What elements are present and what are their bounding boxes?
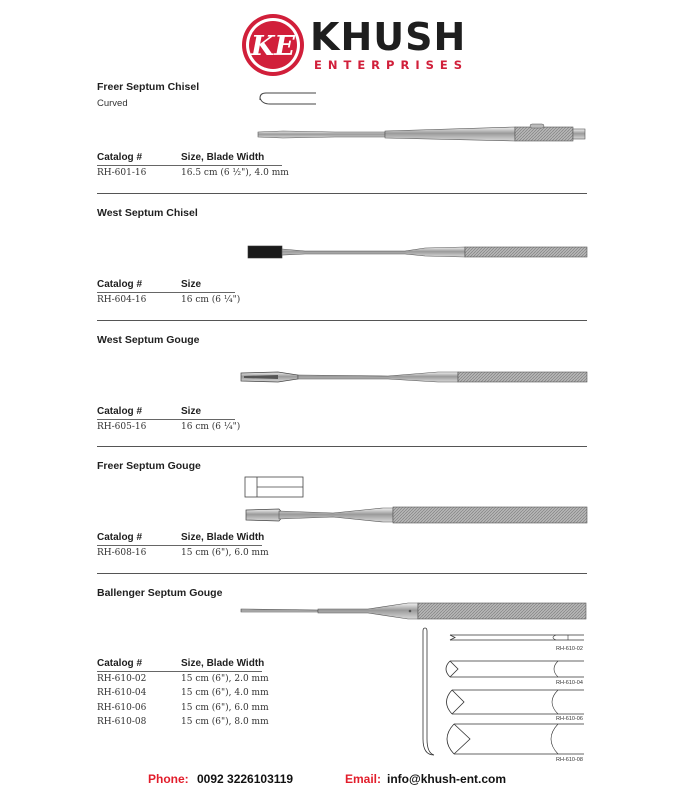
brand-name: KHUSH xyxy=(310,15,467,59)
svg-text:KE: KE xyxy=(250,31,296,62)
table-row-size: 15 cm (6"), 4.0 mm xyxy=(181,688,269,698)
section-divider xyxy=(97,193,587,194)
phone-label: Phone: xyxy=(148,772,189,786)
blade-detail-4mm-image xyxy=(440,658,586,680)
table-row-size: 15 cm (6"), 8.0 mm xyxy=(181,717,269,727)
col-size-header: Size, Blade Width xyxy=(181,152,265,163)
product-subtitle: Curved xyxy=(97,98,128,109)
contact-footer xyxy=(0,772,689,792)
col-catalog-header: Catalog # xyxy=(97,152,143,163)
table-row-size: 15 cm (6"), 2.0 mm xyxy=(181,674,269,684)
blade-detail-8mm-image xyxy=(440,722,586,756)
phone-number[interactable]: 0092 3226103119 xyxy=(197,772,294,786)
table-row-size: 15 cm (6"), 6.0 mm xyxy=(181,548,269,558)
email-label: Email: xyxy=(345,772,382,786)
chisel-profile-image xyxy=(258,90,320,116)
section-divider xyxy=(97,320,587,321)
blade-detail-6mm-image xyxy=(440,688,586,716)
table-row-catalog: RH-610-08 xyxy=(97,717,147,727)
header-rule xyxy=(97,545,262,546)
company-logo xyxy=(240,12,469,78)
header-rule xyxy=(97,671,262,672)
col-catalog-header: Catalog # xyxy=(97,532,143,543)
table-row-catalog: RH-610-02 xyxy=(97,674,147,684)
table-row-catalog: RH-604-16 xyxy=(97,295,147,305)
table-row-size: 16.5 cm (6 ½"), 4.0 mm xyxy=(181,168,289,178)
table-row-size: 16 cm (6 ¼") xyxy=(181,295,241,305)
product-title: West Septum Gouge xyxy=(97,334,200,346)
table-row-catalog: RH-610-06 xyxy=(97,703,147,713)
header-rule xyxy=(97,292,235,293)
table-row-catalog: RH-608-16 xyxy=(97,548,147,558)
col-size-header: Size xyxy=(181,406,202,417)
email-address[interactable]: info@khush-ent.com xyxy=(387,772,507,786)
table-row-catalog: RH-610-04 xyxy=(97,688,147,698)
detail-label: RH-610-08 xyxy=(556,757,583,763)
product-title: West Septum Chisel xyxy=(97,207,198,219)
west-gouge-instrument-image xyxy=(238,367,590,387)
brand-subtitle: ENTERPRISES xyxy=(314,58,469,72)
detail-label: RH-610-02 xyxy=(556,646,583,652)
col-catalog-header: Catalog # xyxy=(97,279,143,290)
col-size-header: Size, Blade Width xyxy=(181,532,265,543)
ballenger-gouge-instrument-image xyxy=(238,599,590,623)
chisel-instrument-image xyxy=(255,120,590,148)
table-row-size: 15 cm (6"), 6.0 mm xyxy=(181,703,269,713)
col-catalog-header: Catalog # xyxy=(97,658,143,669)
freer-gouge-instrument-image xyxy=(243,502,590,528)
product-title: Freer Septum Gouge xyxy=(97,460,201,472)
table-row-catalog: RH-605-16 xyxy=(97,422,147,432)
section-divider xyxy=(97,446,587,447)
section-divider xyxy=(97,573,587,574)
header-rule xyxy=(97,419,235,420)
detail-label: RH-610-06 xyxy=(556,716,583,722)
product-title: Ballenger Septum Gouge xyxy=(97,587,223,599)
col-catalog-header: Catalog # xyxy=(97,406,143,417)
table-row-size: 16 cm (6 ¼") xyxy=(181,422,241,432)
gouge-side-profile-image xyxy=(416,627,438,757)
col-size-header: Size xyxy=(181,279,202,290)
col-size-header: Size, Blade Width xyxy=(181,658,265,669)
table-row-catalog: RH-601-16 xyxy=(97,168,147,178)
gouge-profile-image xyxy=(243,474,305,500)
header-rule xyxy=(97,165,282,166)
logo-emblem-icon xyxy=(240,12,306,78)
detail-label: RH-610-04 xyxy=(556,680,583,686)
west-chisel-instrument-image xyxy=(245,242,590,262)
product-title: Freer Septum Chisel xyxy=(97,81,200,93)
